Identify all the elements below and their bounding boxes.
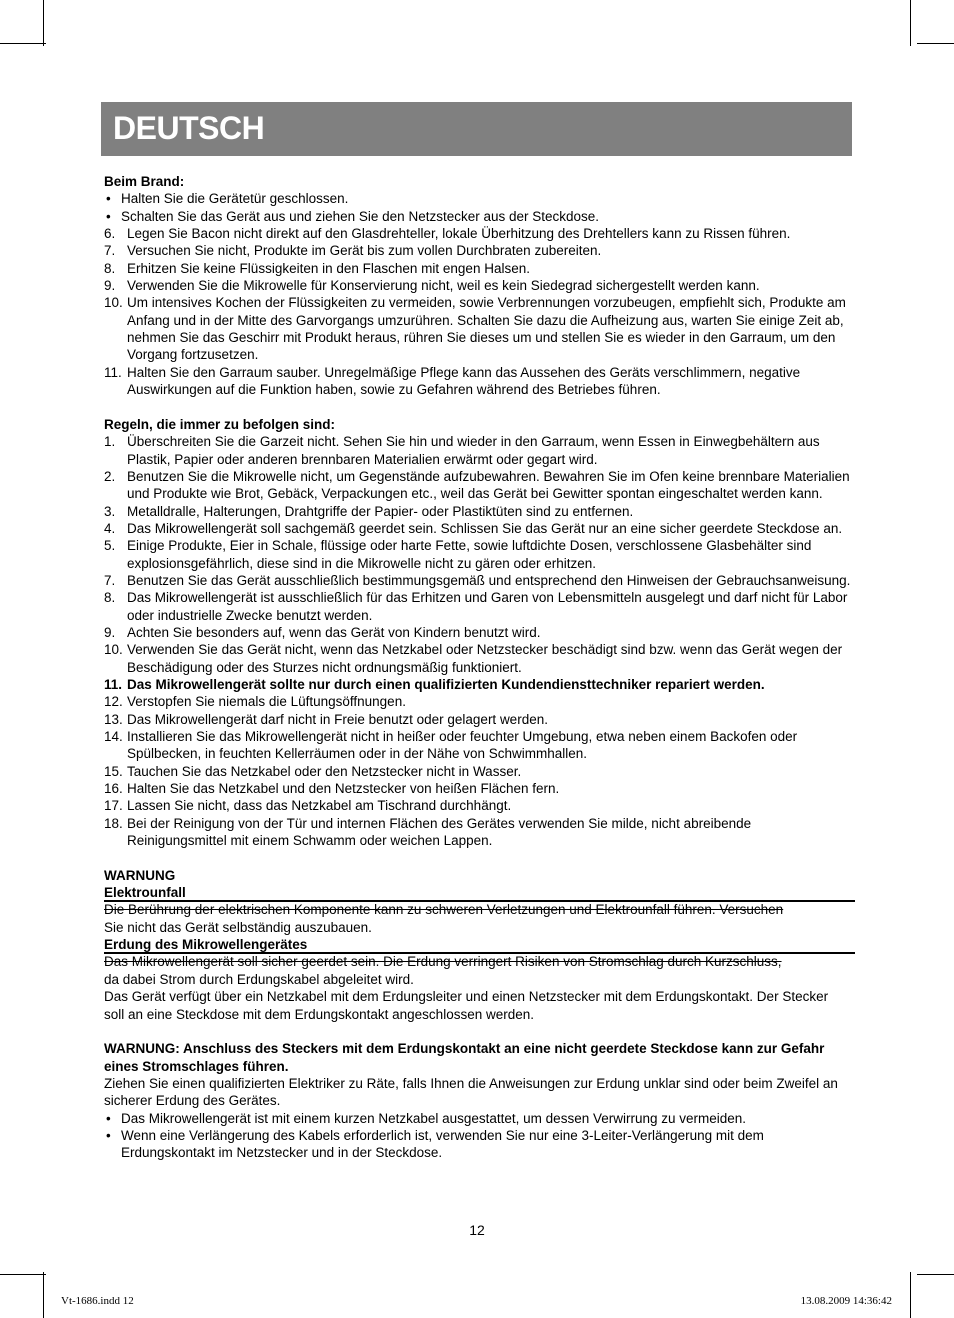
item-text: Benutzen Sie die Mikrowelle nicht, um Gegenstände aufzubewahren. Bewahren Sie im Ofen keine brennbare Materialien und Produkte wie Brot, Gebäck, Verpackungen etc., weil das Gerät bei Gewitter spontan eingeschaltet werden kann. — [127, 468, 850, 502]
numbered-list — [104, 225, 852, 398]
paragraph: Das Mikrowellengerät soll sicher geerdet sein. Die Erdung verringert Risiken von Stromschlag durch Kurzschluss, — [104, 954, 782, 970]
crop-mark — [0, 43, 46, 44]
bullet-text: Schalten Sie das Gerät aus und ziehen Sie den Netzstecker aus der Steckdose. — [121, 208, 600, 224]
bullet-list — [104, 190, 852, 225]
item-number: 10. — [104, 642, 123, 658]
list-item — [104, 572, 852, 589]
bullet-item — [104, 208, 852, 225]
item-number: 4. — [104, 520, 116, 536]
item-number: 12. — [104, 694, 123, 710]
item-text: Das Mikrowellengerät soll sachgemäß geerdet sein. Schlissen Sie das Gerät nur an eine sicher geerdete Steckdose an. — [127, 520, 843, 536]
bullet-item — [104, 1127, 852, 1162]
item-text: Um intensives Kochen der Flüssigkeiten zu vermeiden, sowie Verbrennungen vorzubeugen, empfiehlt sich, Produkte am Anfang und in der Mitte des Garvorgangs umzurühren. Schalten Sie dazu die Aufheizung aus, warten Sie einige Zeit ab, nehmen Sie das Geschirr mit Produkt heraus, rühren Sie dieses um und stellen Sie es wieder in den Garraum, um den Vorgang fortzusetzen. — [127, 295, 846, 363]
list-item — [104, 728, 852, 763]
item-text: Verwenden Sie die Mikrowelle für Konservierung nicht, weil es kein Siedegrad sichergestellt werden kann. — [127, 278, 760, 294]
item-number: 9. — [104, 278, 116, 294]
list-item — [104, 520, 852, 537]
subheading-electric-shock: Elektrounfall — [104, 884, 852, 901]
list-item — [104, 676, 852, 693]
warning-heading: WARNUNG — [104, 867, 176, 883]
paragraph: Ziehen Sie einen qualifizierten Elektriker zu Räte, falls Ihnen die Anweisungen zur Erdung unklar sind oder beim Zweifel an sicherer Erdung des Gerätes. — [104, 1075, 838, 1109]
item-number: 8. — [104, 260, 116, 276]
list-item — [104, 693, 852, 710]
list-item — [104, 277, 852, 294]
list-item — [104, 468, 852, 503]
page-number: 12 — [469, 1222, 485, 1238]
item-text: Überschreiten Sie die Garzeit nicht. Sehen Sie hin und wieder in den Garraum, wenn Essen in Einwegbehältern aus Plastik, Papier oder anderen brennbaren Materialien erwärmt oder gegart wird. — [127, 434, 820, 467]
item-text: Einige Produkte, Eier in Schale, flüssige oder harte Fette, sowie luftdichte Dosen, verschlossene Glasbehälter sind explosionsgefährlich, diese sind in die Mikrowelle nicht zu gären oder erhitzen. — [127, 538, 812, 571]
bullet-list — [104, 1110, 852, 1162]
item-text: Verstopfen Sie niemals die Lüftungsöffnungen. — [127, 694, 406, 710]
item-number: 7. — [104, 243, 116, 259]
bullet-item — [104, 1110, 852, 1127]
footer-file-info: Vt-1686.indd 12 — [61, 1295, 134, 1307]
item-number: 3. — [104, 503, 116, 519]
item-text: Tauchen Sie das Netzkabel oder den Netzstecker nicht in Wasser. — [127, 763, 522, 779]
list-item — [104, 260, 852, 277]
paragraph: Sie nicht das Gerät selbständig auszubauen. — [104, 919, 372, 935]
bullet-icon: • — [106, 1110, 111, 1126]
item-text: Installieren Sie das Mikrowellengerät nicht in heißer oder feuchter Umgebung, etwa neben einem Backofen oder Spülbecken, in feuchten Kellerräumen oder in der Nähe von Schwimmhallen. — [127, 729, 798, 762]
list-item — [104, 537, 852, 572]
list-item — [104, 503, 852, 520]
item-number: 14. — [104, 729, 123, 744]
item-number: 6. — [104, 226, 116, 242]
bullet-icon: • — [106, 208, 111, 224]
item-text: Legen Sie Bacon nicht direkt auf den Glasdrehteller, lokale Überhitzung des Drehtellers kann zu Rissen führen. — [127, 226, 791, 242]
item-text: Halten Sie den Garraum sauber. Unregelmäßige Pflege kann das Aussehen des Geräts verschlimmern, negative Auswirkungen auf die Funktion haben, sowie zu Gefahren während des Betriebes führen. — [127, 364, 801, 398]
item-number: 1. — [104, 434, 116, 450]
bullet-icon: • — [106, 191, 111, 207]
section-heading: Regeln, die immer zu befolgen sind: — [104, 416, 336, 432]
item-number: 17. — [104, 798, 123, 814]
paragraph: Die Berührung der elektrischen Komponente kann zu schweren Verletzungen und Elektrounfall führen. Versuchen — [104, 902, 784, 918]
crop-mark — [910, 0, 911, 46]
item-text: Das Mikrowellengerät ist ausschließlich für das Erhitzen und Garen von Lebensmitteln ausgelegt und darf nicht für Labor oder industrielle Zwecke benutzt werden. — [127, 590, 848, 623]
item-text: Achten Sie besonders auf, wenn das Gerät von Kindern benutzt wird. — [127, 624, 541, 640]
list-item — [104, 225, 852, 242]
item-number: 9. — [104, 624, 116, 640]
page-title: DEUTSCH — [113, 110, 265, 146]
item-number: 10. — [104, 295, 123, 311]
list-item — [104, 711, 852, 728]
item-text: Das Mikrowellengerät darf nicht in Freie benutzt oder gelagert werden. — [127, 711, 548, 727]
item-text: Benutzen Sie das Gerät ausschließlich bestimmungsgemäß und entsprechend den Hinweisen der Gebrauchsanweisung. — [127, 572, 851, 588]
bullet-icon: • — [106, 1127, 111, 1143]
crop-mark — [43, 1272, 44, 1318]
list-item — [104, 589, 852, 624]
crop-mark — [0, 1274, 46, 1275]
list-item — [104, 433, 852, 468]
item-number: 11. — [104, 364, 122, 380]
crop-mark — [910, 1272, 911, 1318]
item-text: Metalldralle, Halterungen, Drahtgriffe der Papier- oder Plastiktüten sind zu entfernen. — [127, 503, 634, 519]
subheading-grounding: Erdung des Mikrowellengerätes — [104, 936, 852, 953]
footer-timestamp: 13.08.2009 14:36:42 — [800, 1295, 892, 1307]
bullet-text: Halten Sie die Gerätetür geschlossen. — [121, 191, 349, 207]
numbered-list — [104, 433, 852, 849]
bullet-text: Wenn eine Verlängerung des Kabels erforderlich ist, verwenden Sie nur eine 3-Leiter-Verlängerung mit dem Erdungskontakt im Netzstecker und in der Steckdose. — [121, 1127, 764, 1161]
item-number: 18. — [104, 815, 123, 831]
item-text: Erhitzen Sie keine Flüssigkeiten in den Flaschen mit engen Halsen. — [127, 260, 530, 276]
item-text: Bei der Reinigung von der Tür und internen Flächen des Gerätes verwenden Sie milde, nicht abreibende Reinigungsmittel mit einem Schwamm oder weichen Lappen. — [127, 815, 752, 849]
crop-mark — [43, 0, 44, 46]
paragraph: da dabei Strom durch Erdungskabel abgeleitet wird. — [104, 971, 414, 987]
item-number: 2. — [104, 468, 116, 484]
list-item — [104, 815, 852, 850]
item-number: 11. — [104, 676, 123, 692]
list-item — [104, 641, 852, 676]
list-item — [104, 797, 852, 814]
language-header — [101, 102, 852, 156]
item-number: 16. — [104, 781, 123, 797]
item-text: Lassen Sie nicht, dass das Netzkabel am Tischrand durchhängt. — [127, 798, 512, 814]
item-text: Verwenden Sie das Gerät nicht, wenn das Netzkabel oder Netzstecker beschädigt sind bzw. wenn das Gerät wegen der Beschädigung oder des Sturzes nicht ordnungsmäßig funktioniert. — [127, 642, 843, 675]
section-heading: Beim Brand: — [104, 174, 185, 189]
list-item — [104, 780, 852, 797]
item-number: 8. — [104, 590, 116, 606]
crop-mark — [917, 43, 954, 44]
item-text: Versuchen Sie nicht, Produkte im Gerät bis zum vollen Durchbraten zubereiten. — [127, 243, 602, 259]
item-number: 5. — [104, 538, 116, 554]
item-number: 7. — [104, 572, 116, 588]
paragraph: Das Gerät verfügt über ein Netzkabel mit dem Erdungsleiter und einen Netzstecker mit dem Erdungskontakt. Der Stecker soll an eine Steckdose mit dem Erdungskontakt angeschlossen werden. — [104, 989, 829, 1022]
item-number: 13. — [104, 711, 123, 727]
bullet-item — [104, 190, 852, 207]
crop-mark — [917, 1274, 954, 1275]
warning-heading: WARNUNG: Anschluss des Steckers mit dem Erdungskontakt an eine nicht geerdete Steckdose kann zur Gefahr eines Stromschlages führen. — [104, 1041, 825, 1074]
item-text: Das Mikrowellengerät sollte nur durch einen qualifizierten Kundendiensttechniker repariert werden. — [127, 676, 765, 692]
list-item — [104, 294, 852, 363]
list-item — [104, 242, 852, 259]
main-content — [104, 173, 852, 1162]
item-text: Halten Sie das Netzkabel und den Netzstecker von heißen Flächen fern. — [127, 781, 560, 797]
bullet-text: Das Mikrowellengerät ist mit einem kurzen Netzkabel ausgestattet, um dessen Verwirrung zu vermeiden. — [121, 1110, 747, 1126]
list-item — [104, 364, 852, 399]
item-number: 15. — [104, 763, 123, 779]
list-item — [104, 624, 852, 641]
list-item — [104, 763, 852, 780]
